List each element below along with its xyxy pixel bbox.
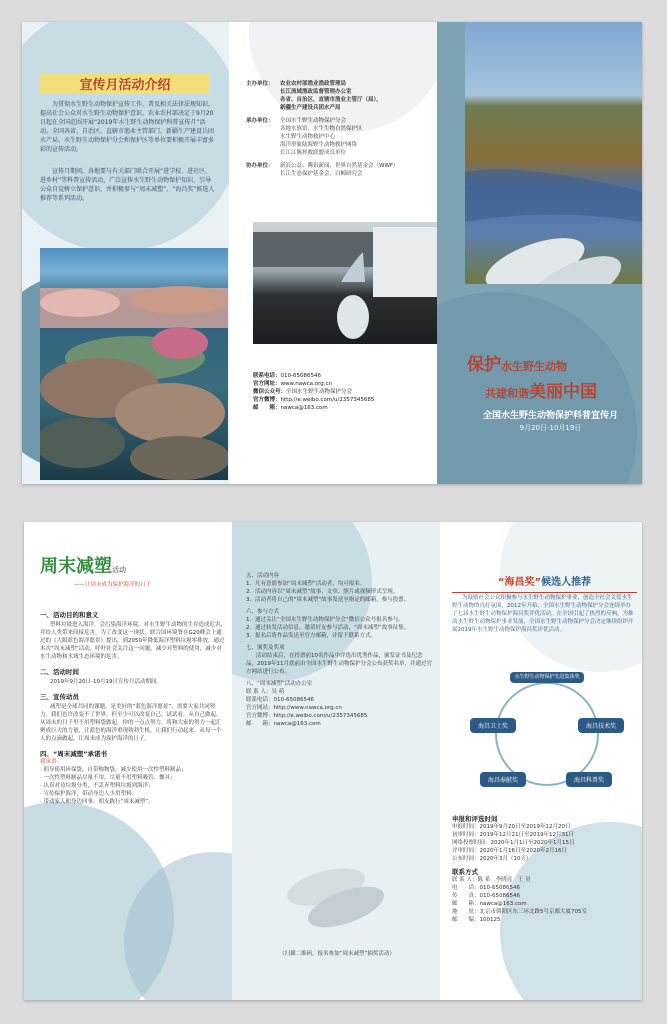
award-panel: [440, 522, 642, 1000]
section-heading: 四、“周末减塑”承诺书: [40, 750, 108, 758]
organizer-panel: [229, 22, 437, 484]
activity-item: 3．活动者将自己的“周末减塑”故事发送至指定的邮箱，参与投票。: [246, 597, 410, 603]
section-body: 减塑是全球共同的课题，是美好的“蓝色海洋愿景”，需要大家共同努力。我们也许改变不了世界，但至少可以改变自己。试试看，从自己做起，从周末的日子里不用塑料袋做起，你的一点点努力，将和大家的努力一起汇聚成巨大的力量，让蓝色的海洋重现勃勃生机。让我们行动起来，从每一个人的点滴做起，让周末成为保护海洋的日子。: [40, 704, 222, 742]
campaign-name: 全国水生野生动物保护科普宣传月: [482, 411, 618, 421]
org-organizer: 承办单位： 全国水生野生动物保护分会 各地水族馆、水生生物自然保护区 水生野生动物救护中心 海洋形象陆海野生动物救护网络 长江江豚拯救联盟成员单位: [246, 117, 432, 157]
slogan-line-1: 保护水生野生动物: [467, 355, 567, 375]
campaign-dates: 9月20日-10月19日: [519, 424, 582, 432]
section-body: 活动结束后，在投票前10名作品中评选出优秀作品，颁发证书及纪念品，2019年11月底前由全国水生野生动物保护分会公布获奖名单，并通过官方网站进行公布。: [246, 653, 432, 675]
org-co-organizer: 协办单位： 新浪公益、腾讯新闻、世界自然基金会（WWF） 长江生态保护基金会、白鲸研究会: [246, 162, 432, 178]
release-illustration: [253, 222, 437, 344]
section-heading: 三、宣传动员: [40, 693, 79, 701]
intro-panel: [22, 22, 229, 484]
award-contact-row: 联 系 人： 陈 希 李晓亮 王 昊: [452, 877, 531, 883]
award-contact-row: 邮 编： 100125: [452, 917, 501, 923]
contact-row: 微信公众号： 全国水生野生动物保护分会: [253, 389, 353, 395]
org-line: 全国水生野生动物保护分会: [280, 118, 347, 124]
award-diagram: [470, 672, 620, 792]
schedule-title: 申报和评选时间: [452, 815, 498, 823]
schedule-row: 初审时间： 2019年12月21日至2019年12月31日: [452, 832, 575, 838]
org-line: 新疆生产建设兵团水产局: [280, 105, 341, 111]
award-node-tech: 海昌技术奖: [578, 718, 624, 733]
contact-title: 联系方式: [452, 868, 478, 876]
section-heading: 八、“周末减塑”活动办公室: [246, 681, 313, 687]
slogan-line-2: 共建和谐美丽中国: [485, 382, 597, 402]
contact-block: [253, 372, 437, 412]
beluga-release-photo: [253, 222, 437, 344]
weekend-subtitle: ——让周末成为保护海洋的日子: [74, 582, 152, 588]
beluga-pair-illustration: [465, 22, 642, 284]
brochure-front-sheet: [22, 22, 642, 484]
award-contact-row: 传 真： 010-65086546: [452, 893, 520, 899]
org-line: 各省、自治区，直辖市渔业主管厅（局），: [280, 97, 382, 103]
award-description: 为鼓励社会公众积极参与水生野生动物保护事业，创造全社会关爱水生野生动物的良好氛围，2012年开始，全国水生野生动物保护分会连续举办了七届水生野生动物保护海昌奖评优活动，在全国引起了热烈的反响。为推动水生野生动物保护事业发展，全国水生野生动物保护分会决定继续组织开展2019年水生野生动物保护海昌奖评优活动。: [452, 595, 634, 633]
award-ring: [495, 682, 599, 786]
org-line: 长江流域渔政监督管理办公室: [280, 89, 352, 95]
office-contact-row: 联 系 人： 吴 萌: [246, 689, 285, 695]
activity-content: [246, 572, 432, 728]
schedule-block: [452, 814, 637, 924]
schedule-row: 申报时间： 2019年9月20日至2019年12月20日: [452, 824, 571, 830]
section-heading: 六、参与方式: [246, 609, 280, 615]
award-contact-row: 电 话： 010-65086546: [452, 885, 520, 891]
contact-row: 联系电话： 010-65086546: [253, 373, 321, 379]
activity-item: 1．通过关注“全国水生野生动物保护分会”微信公众号报名参与。: [246, 617, 404, 623]
org-host: 主办单位： 农业农村部渔业渔政管理局 长江流域渔政监督管理办公室 各省、自治区，直辖市渔业主管厅（局）， 新疆生产建设兵团水产局: [246, 80, 432, 112]
schedule-row: 网络投票时间： 2020年1月1日至2020年1月15日: [452, 840, 575, 846]
award-title: “海昌奖”候选人推荐: [452, 570, 637, 593]
coral-illustration: [40, 248, 228, 480]
weekend-title: 周末减塑活动: [40, 556, 126, 577]
pledge-item: · 一次性塑料制品尽量不用，尽量不用塑料吸管、餐具；: [40, 775, 176, 781]
office-contact-row: 联系电话： 010-65086546: [246, 697, 314, 703]
office-contact-row: 官方微博： http://e.weibo.com/u/2357345685: [246, 713, 368, 719]
intro-title: 宣传月活动介绍: [40, 74, 210, 94]
activity-item: 1．凡有意愿参加“周末减塑”活动者，均可报名。: [246, 581, 366, 587]
beluga-illustration: [276, 852, 396, 932]
intro-paragraph-2: 宣传月期间，各地要与有关部门联合开展“进学校、进社区、进乡村”等科普宣传活动，广泛宣传水生野生动物保护知识，引导公众自觉树立保护意识，并积极参与“周末减塑”、“海昌奖”候选人推荐等系列活动。: [40, 168, 215, 202]
org-line: 新浪公益、腾讯新闻、世界自然基金会（WWF）: [280, 163, 399, 169]
cover-slogan: [467, 350, 642, 402]
weekend-plastic-panel: [24, 522, 232, 1000]
section-heading: 二、活动时间: [40, 668, 79, 676]
org-line: 长江江豚拯救联盟成员单位: [280, 150, 347, 156]
pledge-item: · 带动家人和身边同事、朋友践行“周末减塑”。: [40, 799, 154, 805]
award-node-devotion: 海昌奉献奖: [480, 772, 526, 787]
org-line: 农业农村部渔业渔政管理局: [280, 81, 347, 87]
brochure-back-sheet: [24, 522, 642, 1000]
pledge-intro: 我承诺：: [40, 759, 63, 765]
activity-item: 2．通过转发活动信息，邀请好友参与活动，“周末减塑”故事征集。: [246, 625, 410, 631]
section-heading: 五、活动内容: [246, 573, 280, 579]
office-contact-row: 邮 箱： nawca@163.com: [246, 721, 321, 727]
org-line: 海洋形象陆海野生动物救护网络: [280, 142, 358, 148]
intro-paragraph-1: 为贯彻水生野生动物保护宣传工作，普及相关法律法规知识，提高社会公众对水生野生动物保护意识，农业农村部决定于9月20日起在全国范围开展“2019年水生野生动物保护科普宣传月”活动。全国各省、自治区、直辖市渔业主管部门，新疆生产建设兵团水产局、水生野生动物保护分会和保护区等单位要积极开展丰富多彩的宣传活动。: [40, 101, 215, 153]
contact-row: 官方网址： www.nawca.org.cn: [253, 381, 333, 387]
section-heading: 七、颁奖及奖项: [246, 645, 285, 651]
award-node-guardian: 海昌卫士奖: [470, 718, 516, 733]
section-heading: 一、活动目的和意义: [40, 611, 99, 619]
pledge-item: · 宣传保护海洋，带动身边人少用塑料；: [40, 791, 137, 797]
org-line: 各地水族馆、水生生物自然保护区: [280, 126, 363, 132]
cover-panel: [437, 22, 642, 484]
contact-row: 官方微博： http://e.weibo.com/u/2357345685: [253, 397, 375, 403]
office-contact-row: 官方网站： http://www.nawca.org.cn: [246, 705, 342, 711]
schedule-row: 评审时间： 2020年1月16日至2020年2月16日: [452, 848, 568, 854]
org-line: 长江生态保护基金会、白鲸研究会: [280, 171, 363, 177]
award-contact-row: 地 址： 北京市朝阳区东三环北路5号京都大厦705室: [452, 909, 588, 915]
award-node-science: 海昌科普奖: [566, 772, 612, 787]
activity-details-panel: [232, 522, 440, 1000]
schedule-row: 公布时间： 2020年3月（10天）: [452, 856, 532, 862]
river-landscape-photo: [465, 22, 642, 284]
award-contact-row: 邮 箱： nawca@163.com: [452, 901, 527, 907]
org-line: 水生野生动物救护中心: [280, 134, 336, 140]
weekend-sections: [40, 610, 226, 806]
pledge-item: · 认真对待垃圾分类，不丢弃塑料垃圾到海洋；: [40, 783, 154, 789]
award-node-collective: 水生野生动物保护先进集体奖: [510, 672, 584, 683]
activity-item: 2．活动内容以“周末减塑”故事、文章、照片或视频形式呈现。: [246, 589, 399, 595]
coral-reef-image: [40, 248, 228, 480]
activity-item: 3．报名后将作品发送至官方邮箱，并留下联系方式。: [246, 633, 377, 639]
section-body: 塑料垃圾进入海洋，会污染海洋环境，对水生野生动物的生存造成危害，并给人类带来间接危害。为了改变这一现状，联合国环境署在G20峰会上通过的《大阪蓝色海洋愿景》提出，到2050年降低海洋塑料垃圾零排放。通过本次“周末减塑”活动，呼吁社会关注这一问题，减少对塑料的使用，减少对水生动物和水域生态环境的危害。: [40, 622, 227, 660]
contact-row: 邮 箱： nawca@163.com: [253, 405, 328, 411]
qr-caption: （扫描二维码，报名参加“周末减塑”抽奖活动）: [279, 951, 395, 957]
pledge-item: · 倡导使用环保袋，自带购物袋，减少使用一次性塑料制品；: [40, 767, 187, 773]
section-body: 2019年9月20日-10月19日宣传月活动期间。: [50, 679, 162, 685]
organizer-list: [246, 80, 432, 178]
